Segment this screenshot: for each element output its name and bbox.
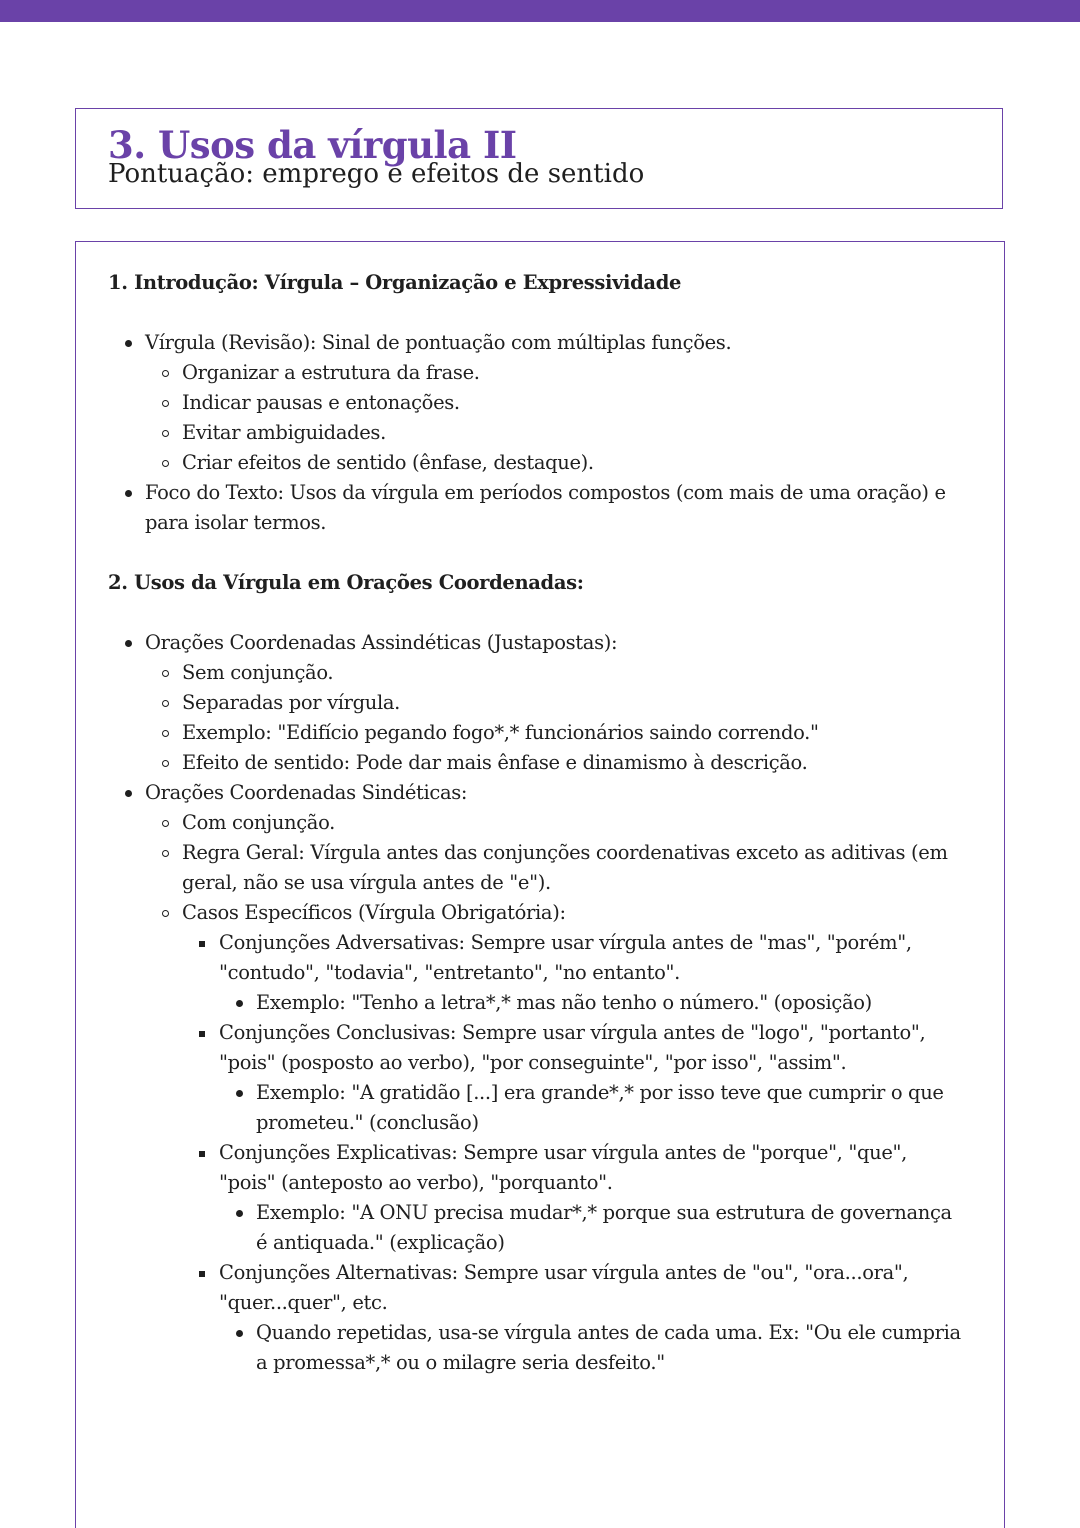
list-item-text: Casos Específicos (Vírgula Obrigatória): bbox=[182, 901, 566, 924]
list-item-text: Orações Coordenadas Assindéticas (Justapostas): bbox=[145, 631, 618, 654]
sublist bbox=[219, 1198, 968, 1258]
list-item bbox=[145, 358, 968, 388]
page-title: 3. Usos da vírgula II bbox=[108, 123, 517, 167]
list-item bbox=[145, 808, 968, 838]
list-item bbox=[145, 658, 968, 688]
example-text: Quando repetidas, usa-se vírgula antes de cada uma. Ex: "Ou ele cumpria a promessa*,* ou o milagre seria desfeito." bbox=[256, 1321, 961, 1374]
bullet-square-icon bbox=[195, 928, 209, 958]
page-subtitle: Pontuação: emprego e efeitos de sentido bbox=[108, 159, 645, 189]
list-item-text: Conjunções Alternativas: Sempre usar vírgula antes de "ou", "ora...ora", "quer...quer", etc. bbox=[219, 1261, 909, 1314]
bullet-circle-icon bbox=[158, 748, 172, 778]
bullet-square-icon bbox=[195, 1138, 209, 1168]
sublist bbox=[145, 658, 968, 778]
list-item-text: Vírgula (Revisão): Sinal de pontuação com múltiplas funções. bbox=[145, 331, 732, 354]
list-item-text: Regra Geral: Vírgula antes das conjunções coordenativas exceto as aditivas (em geral, não se usa vírgula antes de "e"). bbox=[182, 841, 948, 894]
intro-list bbox=[108, 328, 968, 538]
bullet-disc-icon bbox=[121, 478, 135, 508]
bullet-square-icon bbox=[195, 1258, 209, 1288]
bullet-circle-icon bbox=[158, 898, 172, 928]
section-heading-coordenadas: 2. Usos da Vírgula em Orações Coordenadas: bbox=[108, 571, 584, 594]
bullet-disc-icon bbox=[121, 778, 135, 808]
sublist bbox=[219, 1318, 968, 1378]
list-item bbox=[145, 898, 968, 1378]
bullet-circle-icon bbox=[158, 718, 172, 748]
example-text: Exemplo: "A ONU precisa mudar*,* porque sua estrutura de governança é antiquada." (explicação) bbox=[256, 1201, 952, 1254]
list-item bbox=[108, 478, 968, 538]
list-item bbox=[108, 328, 968, 478]
list-item-text: Conjunções Explicativas: Sempre usar vírgula antes de "porque", "que", "pois" (anteposto ao verbo), "porquanto". bbox=[219, 1141, 908, 1194]
list-item-text: Efeito de sentido: Pode dar mais ênfase e dinamismo à descrição. bbox=[182, 751, 808, 774]
list-item bbox=[182, 1258, 968, 1378]
sublist bbox=[145, 358, 968, 478]
list-item bbox=[145, 748, 968, 778]
list-item bbox=[145, 718, 968, 748]
list-item bbox=[219, 988, 968, 1018]
example-text: Exemplo: "Tenho a letra*,* mas não tenho o número." (oposição) bbox=[256, 991, 872, 1014]
title-box bbox=[75, 108, 1003, 209]
list-item bbox=[108, 628, 968, 778]
list-item-text: Organizar a estrutura da frase. bbox=[182, 361, 480, 384]
bullet-disc-icon bbox=[232, 1318, 246, 1348]
section-heading-introducao: 1. Introdução: Vírgula – Organização e Expressividade bbox=[108, 271, 682, 294]
list-item-text: Separadas por vírgula. bbox=[182, 691, 400, 714]
bullet-circle-icon bbox=[158, 658, 172, 688]
example-text: Exemplo: "A gratidão [...] era grande*,* por isso teve que cumprir o que prometeu." (conclusão) bbox=[256, 1081, 944, 1134]
list-item bbox=[219, 1078, 968, 1138]
sublist bbox=[219, 988, 968, 1018]
list-item bbox=[145, 388, 968, 418]
list-item bbox=[219, 1198, 968, 1258]
spacer bbox=[108, 538, 968, 568]
sublist bbox=[182, 928, 968, 1378]
bullet-circle-icon bbox=[158, 388, 172, 418]
bullet-disc-icon bbox=[232, 1198, 246, 1228]
list-item bbox=[145, 448, 968, 478]
bullet-disc-icon bbox=[121, 328, 135, 358]
list-item-text: Orações Coordenadas Sindéticas: bbox=[145, 781, 468, 804]
bullet-circle-icon bbox=[158, 358, 172, 388]
list-item bbox=[145, 418, 968, 448]
list-item-text: Conjunções Conclusivas: Sempre usar vírgula antes de "logo", "portanto", "pois" (posposto ao verbo), "por conseguinte", "por isso", "assim". bbox=[219, 1021, 926, 1074]
sublist bbox=[219, 1078, 968, 1138]
bullet-circle-icon bbox=[158, 838, 172, 868]
list-item bbox=[182, 1138, 968, 1258]
list-item bbox=[182, 1018, 968, 1138]
list-item-text: Evitar ambiguidades. bbox=[182, 421, 386, 444]
coordenadas-list bbox=[108, 628, 968, 1378]
list-item-text: Sem conjunção. bbox=[182, 661, 334, 684]
list-item-text: Criar efeitos de sentido (ênfase, destaque). bbox=[182, 451, 594, 474]
bullet-circle-icon bbox=[158, 448, 172, 478]
list-item bbox=[145, 838, 968, 898]
list-item bbox=[219, 1318, 968, 1378]
top-accent-bar bbox=[0, 0, 1080, 22]
content bbox=[108, 268, 968, 1378]
list-item-text: Exemplo: "Edifício pegando fogo*,* funcionários saindo correndo." bbox=[182, 721, 819, 744]
bullet-disc-icon bbox=[232, 1078, 246, 1108]
bullet-circle-icon bbox=[158, 808, 172, 838]
list-item bbox=[108, 778, 968, 1378]
list-item bbox=[145, 688, 968, 718]
content-box bbox=[75, 241, 1005, 1528]
bullet-disc-icon bbox=[232, 988, 246, 1018]
list-item bbox=[182, 928, 968, 1018]
sublist bbox=[145, 808, 968, 1378]
bullet-circle-icon bbox=[158, 418, 172, 448]
list-item-text: Foco do Texto: Usos da vírgula em períodos compostos (com mais de uma oração) e para isolar termos. bbox=[145, 481, 946, 534]
bullet-square-icon bbox=[195, 1018, 209, 1048]
bullet-disc-icon bbox=[121, 628, 135, 658]
list-item-text: Com conjunção. bbox=[182, 811, 335, 834]
list-item-text: Conjunções Adversativas: Sempre usar vírgula antes de "mas", "porém", "contudo", "todavia", "entretanto", "no entanto". bbox=[219, 931, 912, 984]
list-item-text: Indicar pausas e entonações. bbox=[182, 391, 460, 414]
bullet-circle-icon bbox=[158, 688, 172, 718]
